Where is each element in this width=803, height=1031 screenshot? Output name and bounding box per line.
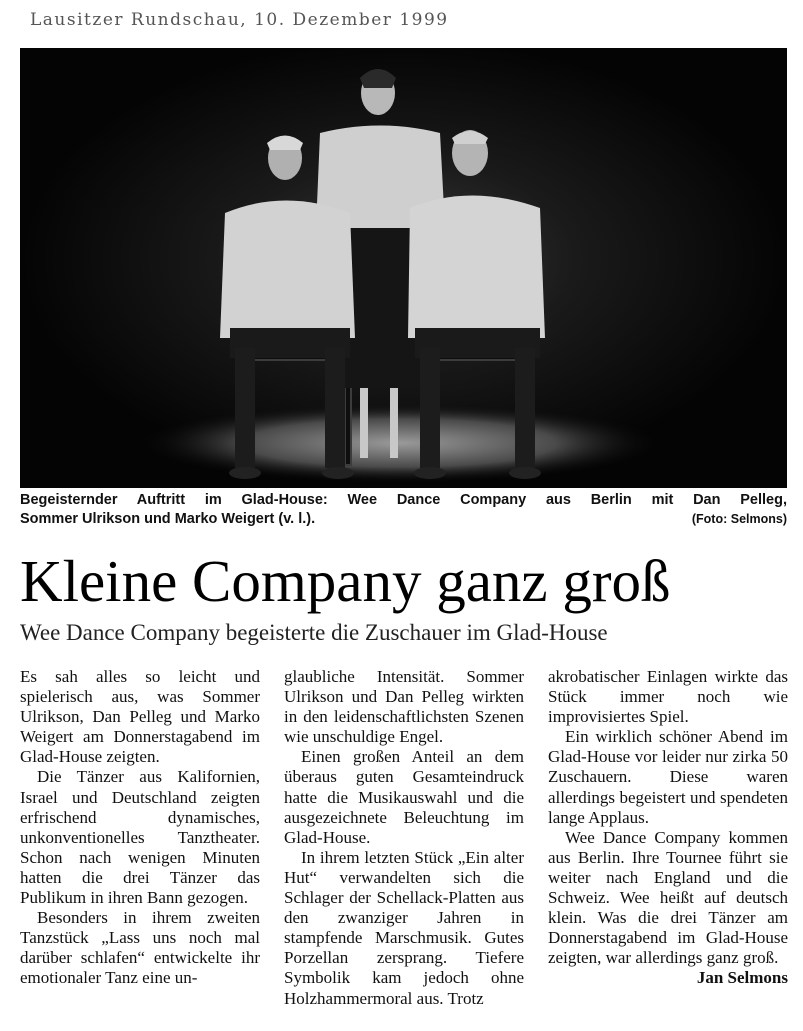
paragraph: Besonders in ihrem zweiten Tanzstück „Lass uns noch mal darüber schlafen“ entwickelte ihr emotionaler Tanz eine un- xyxy=(20,908,260,988)
paragraph: Wee Dance Company kommen aus Berlin. Ihre Tournee führt sie weiter nach England und die Schweiz. Wee heißt auf deutsch klein. Was die drei Tänzer am Donnerstagabend im Glad-House zeigten, war allerdings ganz groß. xyxy=(548,827,788,968)
article-body xyxy=(20,667,787,1022)
photo-caption xyxy=(20,491,787,529)
photo-credit: (Foto: Selmons) xyxy=(691,512,787,526)
performance-photo xyxy=(20,48,787,488)
paragraph: Die Tänzer aus Kalifornien, Israel und Deutschland zeigten erfrischend dynamisches, unkonventionelles Tanztheater. Schon nach wenigen Minuten hatten die drei Tänzer das Publikum in ihren Bann gezogen. xyxy=(20,767,260,908)
paragraph: Es sah alles so leicht und spielerisch aus, was Sommer Ulrikson, Dan Pelleg und Marko Weigert am Donnerstagabend im Glad-House zeigten. xyxy=(20,667,260,767)
paragraph: glaubliche Intensität. Sommer Ulrikson und Dan Pelleg wirkten in den leidenschaftlichsten Szenen wie unschuldige Engel. xyxy=(284,667,524,747)
paragraph: Einen großen Anteil an dem überaus guten Gesamteindruck hatte die Musikauswahl und die ausgezeichnete Beleuchtung im Glad-House. xyxy=(284,747,524,847)
masthead: Lausitzer Rundschau, 10. Dezember 1999 xyxy=(30,10,449,30)
paragraph: akrobatischer Einlagen wirkte das Stück immer noch wie improvisiertes Spiel. xyxy=(548,667,788,727)
paragraph: In ihrem letzten Stück „Ein alter Hut“ verwandelten sich die Schlager der Schellack-Platten aus den zwanziger Jahren in stampfende Marschmusik. Gutes Porzellan zersprang. Tiefere Symbolik kam jedoch ohne Holzhammermoral aus. Trotz xyxy=(284,847,524,1008)
article-column-3 xyxy=(548,667,788,1022)
paragraph: Ein wirklich schöner Abend im Glad-House vor leider nur zirka 50 Zuschauern. Diese waren allerdings begeistert und spendeten lange Applaus. xyxy=(548,727,788,827)
author-byline: Jan Selmons xyxy=(696,968,788,988)
subheadline: Wee Dance Company begeisterte die Zuschauer im Glad-House xyxy=(20,620,608,645)
article-column-1 xyxy=(20,667,260,1022)
headline: Kleine Company ganz groß xyxy=(20,548,671,614)
article-column-2 xyxy=(284,667,524,1022)
caption-line-2: Sommer Ulrikson und Marko Weigert (v. l.). xyxy=(20,511,316,527)
caption-line-1: Begeisternder Auftritt im Glad-House: Wee Dance Company aus Berlin mit Dan Pelleg, xyxy=(20,492,787,508)
